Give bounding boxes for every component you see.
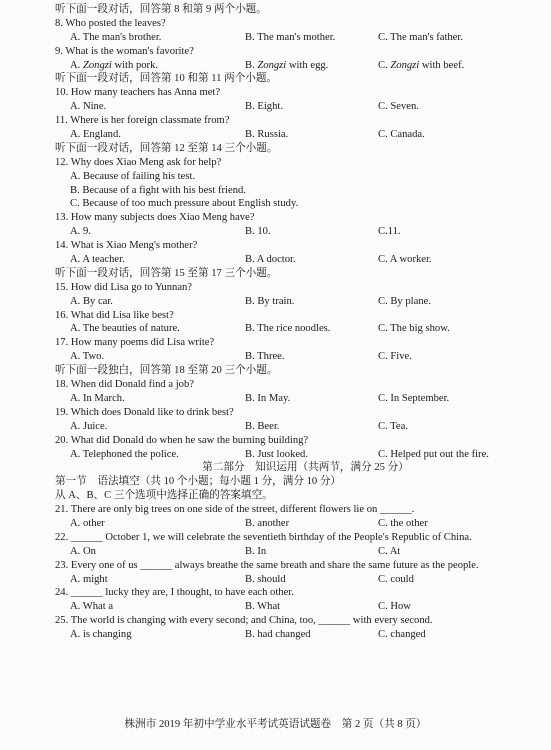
option-b: B. Zongzi with egg.: [245, 59, 329, 71]
option-b: B. Beer.: [245, 420, 280, 432]
question-stem: 12. Why does Xiao Meng ask for help?: [55, 156, 222, 168]
option-a: A. Two.: [70, 351, 105, 363]
option-b: B. Russia.: [245, 129, 289, 141]
option-line: B. Because of a fight with his best friend.: [70, 184, 246, 196]
option-c: C. Five.: [378, 351, 412, 363]
option-row: [0, 295, 551, 309]
option-b: B. Three.: [245, 351, 285, 363]
question-stem: 25. The world is changing with every second; and China, too, ______ with every second.: [55, 615, 433, 627]
option-c: C. The big show.: [378, 323, 450, 335]
option-b: B. should: [245, 573, 286, 585]
option-row: [0, 600, 551, 614]
option-a: A. On: [70, 545, 96, 557]
question-stem: 19. Which does Donald like to drink best?: [55, 406, 234, 418]
part-heading: 第二部分 知识运用（共两节，满分 25 分）: [202, 462, 409, 474]
page-footer: 株洲市 2019 年初中学业水平考试英语试题卷 第 2 页（共 8 页）: [124, 719, 427, 731]
question-list: [0, 3, 551, 642]
option-b: B. In May.: [245, 392, 291, 404]
option-a: A. The beauties of nature.: [70, 323, 180, 335]
option-b: B. What: [245, 601, 281, 613]
option-a: A. might: [70, 573, 108, 585]
option-a: A. Juice.: [70, 420, 108, 432]
question-stem: 13. How many subjects does Xiao Meng have?: [55, 212, 255, 224]
option-c: C. A worker.: [378, 254, 432, 266]
option-row: [0, 420, 551, 434]
option-line: A. Because of failing his test.: [70, 170, 196, 182]
option-c: C. By plane.: [378, 295, 431, 307]
option-row: [0, 448, 551, 462]
option-b: B. 10.: [245, 226, 271, 238]
question-stem: 22. ______ October 1, we will celebrate the seventieth birthday of the People's Republic of China.: [55, 531, 472, 543]
option-a: A. In March.: [70, 392, 125, 404]
option-c: C. Helped put out the fire.: [378, 448, 489, 460]
option-a: A. The man's brother.: [70, 31, 162, 43]
option-b: B. another: [245, 517, 290, 529]
option-b: B. Just looked.: [245, 448, 308, 460]
option-b: B. Eight.: [245, 101, 283, 113]
option-row: [0, 253, 551, 267]
option-row: [0, 350, 551, 364]
section-instruction: 听下面一段对话，回答第 15 至第 17 三个小题。: [55, 267, 278, 279]
option-b: B. A doctor.: [245, 254, 296, 266]
option-a: A. What a: [70, 601, 114, 613]
option-row: [0, 322, 551, 336]
section-instruction: 从 A、B、C 三个选项中选择正确的答案填空。: [55, 490, 273, 502]
option-c: C. Zongzi with beef.: [378, 59, 465, 71]
option-line: C. Because of too much pressure about English study.: [70, 198, 299, 210]
option-c: C. At: [378, 545, 401, 557]
option-a: A. Telephoned the police.: [70, 448, 179, 460]
option-a: A. is changing: [70, 629, 132, 641]
section-instruction: 听下面一段对话，回答第 12 至第 14 三个小题。: [55, 142, 278, 154]
option-row: [0, 100, 551, 114]
question-stem: 8. Who posted the leaves?: [55, 17, 166, 29]
option-a: A. Nine.: [70, 101, 107, 113]
option-a: A. Zongzi with pork.: [70, 59, 159, 71]
section-instruction: 听下面一段对话，回答第 8 和第 9 两个小题。: [55, 4, 267, 15]
option-a: A. A teacher.: [70, 254, 125, 266]
question-stem: 20. What did Donald do when he saw the burning building?: [55, 434, 309, 446]
option-row: [0, 31, 551, 45]
option-row: [0, 128, 551, 142]
option-b: B. The rice noodles.: [245, 323, 331, 335]
option-row: [0, 628, 551, 642]
option-a: A. By car.: [70, 295, 113, 307]
option-c: C. could: [378, 573, 414, 585]
option-c: C. Tea.: [378, 420, 408, 432]
option-row: [0, 573, 551, 587]
section-instruction: 听下面一段对话，回答第 10 和第 11 两个小题。: [55, 73, 278, 85]
option-b: B. By train.: [245, 295, 295, 307]
question-stem: 16. What did Lisa like best?: [55, 309, 174, 321]
question-stem: 17. How many poems did Lisa write?: [55, 337, 215, 349]
option-c: C. How: [378, 601, 411, 613]
option-c: C. In September.: [378, 392, 450, 404]
question-stem: 18. When did Donald find a job?: [55, 379, 194, 391]
option-c: C. The man's father.: [378, 31, 463, 43]
option-c: C. Canada.: [378, 129, 425, 141]
option-row: [0, 225, 551, 239]
question-stem: 21. There are only big trees on one side of the street, different flowers lie on ______.: [55, 504, 415, 516]
option-row: [0, 59, 551, 73]
section-instruction: 第一节 语法填空（共 10 个小题；每小题 1 分，满分 10 分）: [55, 476, 342, 488]
option-b: B. The man's mother.: [245, 31, 336, 43]
option-row: [0, 517, 551, 531]
option-b: B. In: [245, 545, 267, 557]
option-c: C. the other: [378, 517, 428, 529]
question-stem: 9. What is the woman's favorite?: [55, 45, 194, 57]
option-c: C. changed: [378, 629, 426, 641]
option-a: A. 9.: [70, 226, 91, 238]
option-c: C.11.: [378, 226, 401, 238]
question-stem: 15. How did Lisa go to Yunnan?: [55, 281, 193, 293]
option-a: A. England.: [70, 129, 121, 141]
question-stem: 23. Every one of us ______ always breathe the same breath and share the same future as the people.: [55, 559, 479, 571]
option-b: B. had changed: [245, 629, 311, 641]
question-stem: 24. ______ lucky they are, I thought, to have each other.: [55, 587, 294, 599]
option-a: A. other: [70, 517, 105, 529]
question-stem: 14. What is Xiao Meng's mother?: [55, 240, 198, 252]
option-c: C. Seven.: [378, 101, 419, 113]
section-instruction: 听下面一段独白，回答第 18 至第 20 三个小题。: [55, 365, 278, 377]
option-row: [0, 392, 551, 406]
option-row: [0, 545, 551, 559]
question-stem: 11. Where is her foreign classmate from?: [55, 115, 230, 127]
question-stem: 10. How many teachers has Anna met?: [55, 87, 221, 99]
